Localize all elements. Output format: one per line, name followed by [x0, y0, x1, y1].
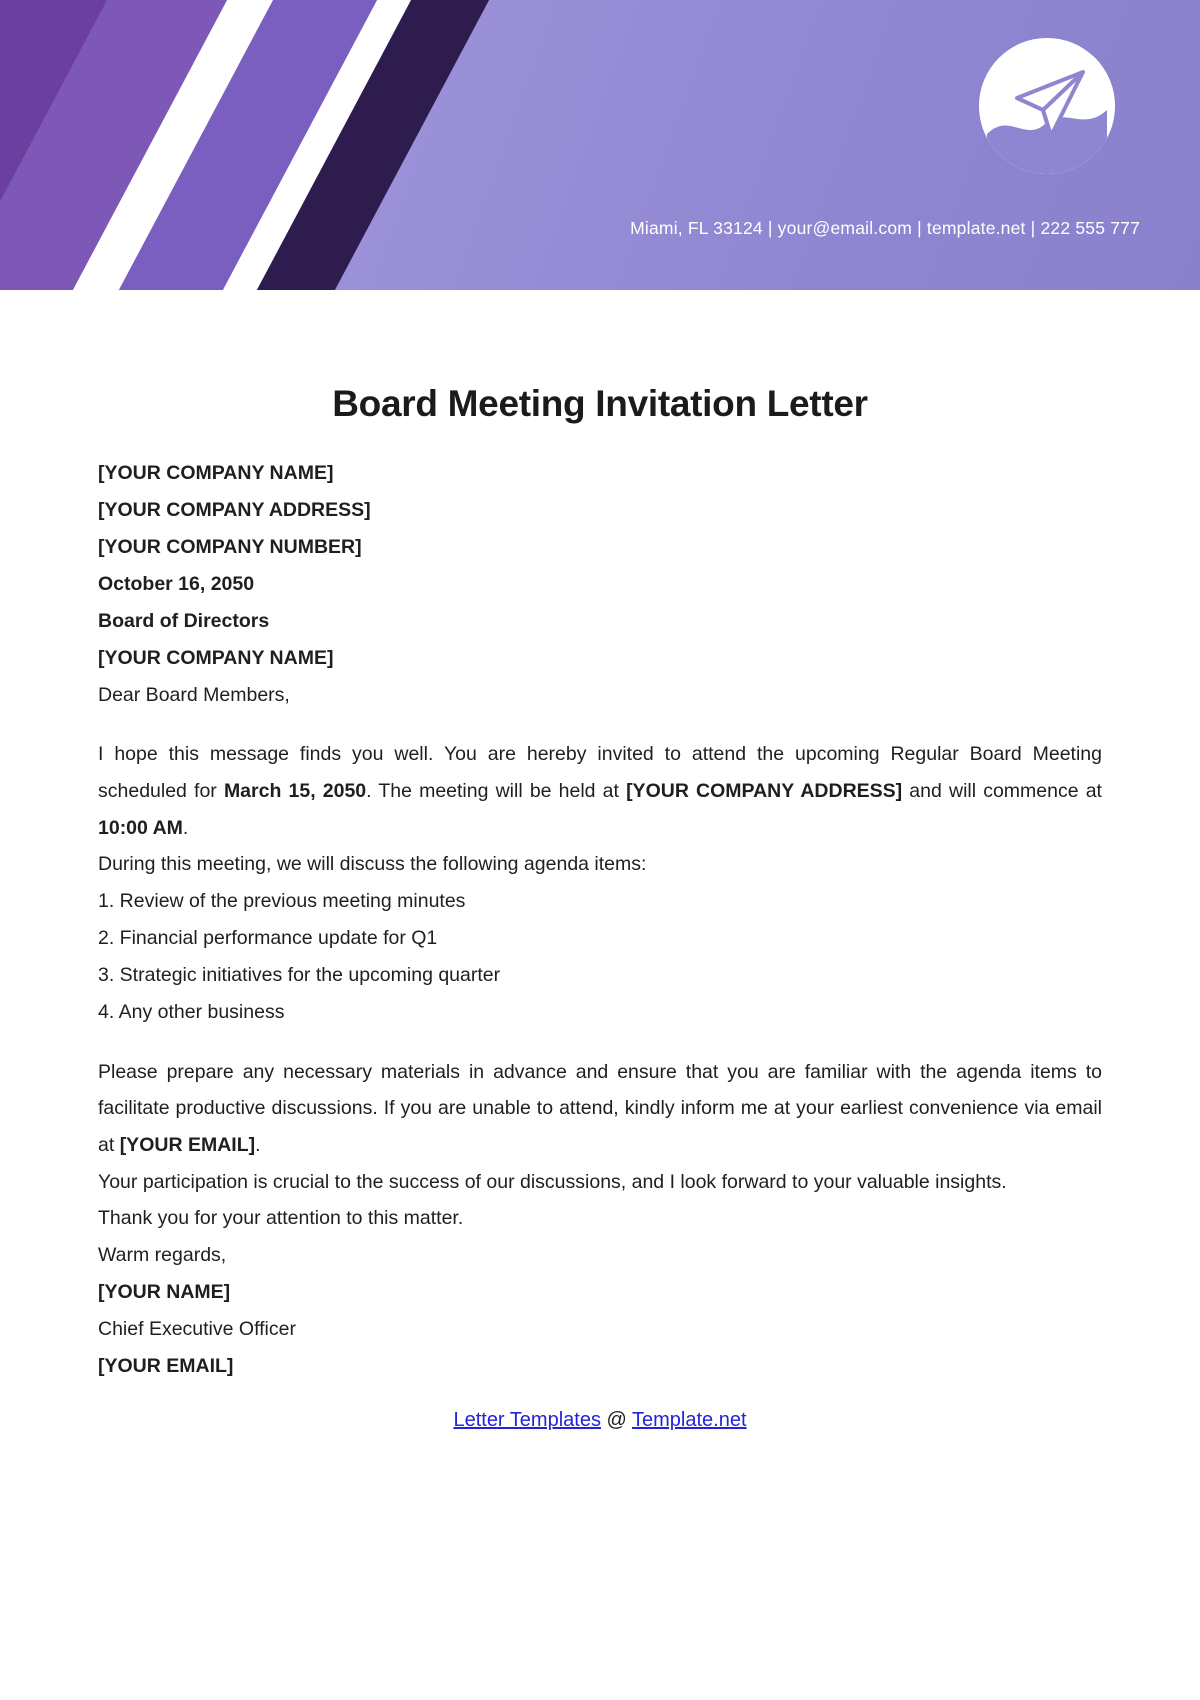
recipient-company-name: [YOUR COMPANY NAME]: [98, 647, 334, 670]
thanks-line: Thank you for your attention to this matter.: [98, 1207, 464, 1230]
meeting-date: March 15, 2050: [223, 779, 367, 802]
participation-paragraph: Your participation is crucial to the success of our discussions, and I look forward to your valuable insights.: [98, 1170, 1007, 1193]
sender-company-name: [YOUR COMPANY NAME]: [98, 462, 334, 484]
letter-body: [98, 425, 1102, 1439]
header-contact-line: Miami, FL 33124 | your@email.com | template.net | 222 555 777: [630, 218, 1140, 238]
intro-text-3: and will commence at: [902, 779, 1102, 802]
meeting-time: 10:00 AM: [98, 816, 183, 839]
salutation: Dear Board Members,: [98, 684, 290, 707]
preparation-text: Please prepare any necessary materials in advance and ensure that you are familiar with the agenda items to facilitate productive discussions. If you are unable to attend, kindly inform me at your earliest convenience via email at: [98, 1060, 1102, 1156]
signature-email: [YOUR EMAIL]: [98, 1355, 234, 1378]
paper-plane-in-circle-icon: [979, 38, 1115, 174]
letter-templates-link[interactable]: Letter Templates: [453, 1409, 601, 1432]
contact-email-placeholder: [YOUR EMAIL]: [119, 1133, 256, 1156]
footer-links: [98, 1401, 1102, 1439]
agenda-lead-in: During this meeting, we will discuss the following agenda items:: [98, 853, 647, 876]
header-banner: [0, 0, 1200, 290]
intro-text-1: I hope this message finds you well. You are hereby invited to attend the upcoming Regular Board Meeting scheduled for: [98, 743, 1102, 802]
footer-separator: @: [600, 1409, 633, 1432]
sender-company-address: [YOUR COMPANY ADDRESS]: [98, 499, 371, 522]
closing-line: Warm regards,: [98, 1244, 227, 1267]
agenda-item: 4. Any other business: [98, 1001, 285, 1024]
signature-name: [YOUR NAME]: [98, 1281, 231, 1304]
recipient-board: Board of Directors: [98, 610, 270, 633]
intro-text-4: .: [182, 816, 189, 839]
meeting-address: [YOUR COMPANY ADDRESS]: [626, 779, 903, 802]
spacer: [98, 1032, 1102, 1054]
letter-date: October 16, 2050: [98, 573, 255, 596]
intro-text-2: . The meeting will be held at: [366, 779, 627, 802]
agenda-item: 3. Strategic initiatives for the upcoming quarter: [98, 964, 501, 987]
agenda-item: 2. Financial performance update for Q1: [98, 927, 438, 950]
intro-paragraph: [98, 736, 1102, 846]
agenda-item: 1. Review of the previous meeting minutes: [98, 890, 466, 913]
page-title: Board Meeting Invitation Letter: [332, 383, 868, 424]
preparation-text-end: .: [255, 1133, 261, 1156]
preparation-paragraph: [98, 1054, 1102, 1164]
spacer: [98, 714, 1102, 736]
signature-title: Chief Executive Officer: [98, 1318, 296, 1341]
sender-company-number: [YOUR COMPANY NUMBER]: [98, 536, 362, 559]
template-net-link[interactable]: Template.net: [632, 1409, 747, 1432]
